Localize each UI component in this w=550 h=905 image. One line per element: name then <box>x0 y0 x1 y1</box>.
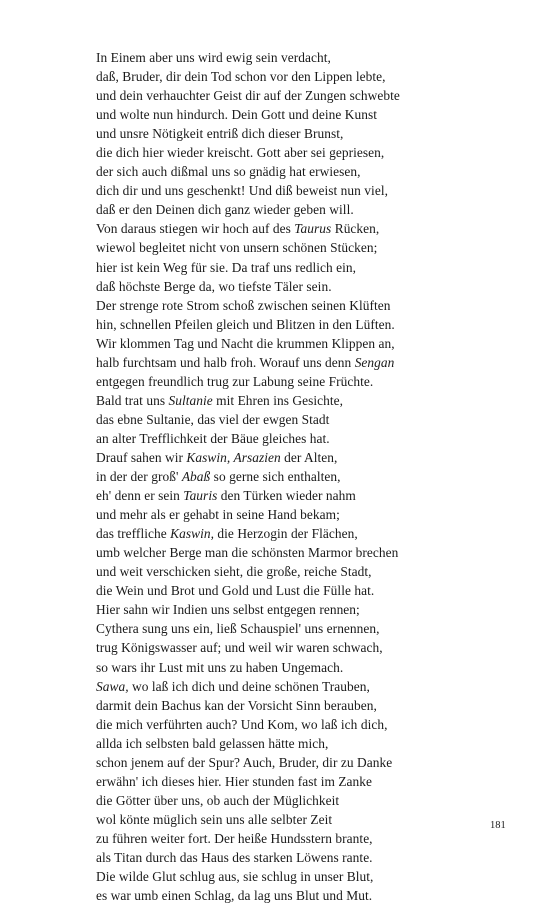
poem-line-segment: und weit verschicken sieht, die große, reiche Stadt, <box>96 564 372 580</box>
poem-line-segment: mit Ehren ins Gesichte, <box>212 392 344 408</box>
poem-line <box>96 448 516 467</box>
poem-line <box>96 258 516 277</box>
poem-line <box>96 734 516 753</box>
poem-line <box>96 105 516 124</box>
poem-line <box>96 810 516 829</box>
poem-line-segment: in der der groß' <box>96 469 182 485</box>
poem-line-segment: die Wein und Brot und Gold und Lust die Fülle hat. <box>96 583 375 599</box>
poem-line-segment: Hier sahn wir Indien uns selbst entgegen rennen; <box>96 602 360 618</box>
poem-line <box>96 124 516 143</box>
poem-line <box>96 829 516 848</box>
poem-line-segment: schon jenem auf der Spur? Auch, Bruder, dir zu Danke <box>96 754 393 770</box>
poem-line-segment: an alter Trefflichkeit der Bäue gleiches hat. <box>96 430 330 446</box>
poem-line-italic-segment: Sawa, <box>96 678 129 694</box>
poem-line <box>96 848 516 867</box>
poem-line-segment: erwähn' ich dieses hier. Hier stunden fast im Zanke <box>96 773 373 789</box>
poem-line-segment: und wolte nun hindurch. Dein Gott und deine Kunst <box>96 107 378 123</box>
poem-line-segment: und dein verhauchter Geist dir auf der Zungen schwebte <box>96 88 400 104</box>
poem-line-segment: es war umb einen Schlag, da lag uns Blut und Mut. <box>96 888 373 904</box>
poem-line-segment: das ebne Sultanie, das viel der ewgen Stadt <box>96 411 330 427</box>
poem-line-segment: der Alten, <box>280 449 338 465</box>
poem-line <box>96 543 516 562</box>
poem-line <box>96 391 516 410</box>
poem-line <box>96 658 516 677</box>
poem-line-segment: Bald trat uns <box>96 392 169 408</box>
poem-line-segment: eh' denn er sein <box>96 488 184 504</box>
poem-line-segment: daß er den Deinen dich ganz wieder geben will. <box>96 202 354 218</box>
poem-line-segment: halb furchtsam und halb froh. Worauf uns denn <box>96 354 355 370</box>
poem-line <box>96 619 516 638</box>
poem-line <box>96 791 516 810</box>
poem-line <box>96 372 516 391</box>
poem-line-italic-segment: Tauris <box>183 488 218 504</box>
poem-line <box>96 200 516 219</box>
poem-line-segment: wo laß ich dich und deine schönen Trauben, <box>128 678 370 694</box>
poem-line-segment: trug Königswasser auf; und weil wir waren schwach, <box>96 640 383 656</box>
poem-line <box>96 410 516 429</box>
poem-line <box>96 296 516 315</box>
poem-text-block <box>96 48 516 905</box>
poem-line <box>96 162 516 181</box>
poem-line-segment: die Götter über uns, ob auch der Müglichkeit <box>96 792 340 808</box>
poem-line <box>96 48 516 67</box>
poem-line <box>96 334 516 353</box>
poem-line-segment: hier ist kein Weg für sie. Da traf uns redlich ein, <box>96 259 357 275</box>
poem-line <box>96 753 516 772</box>
poem-line <box>96 143 516 162</box>
poem-line-italic-segment: Kaswin, Arsazien <box>186 449 281 465</box>
poem-line <box>96 562 516 581</box>
poem-line-segment: daß, Bruder, dir dein Tod schon vor den Lippen lebte, <box>96 69 386 85</box>
poem-line-italic-segment: Kaswin, <box>170 526 215 542</box>
poem-line <box>96 277 516 296</box>
poem-line <box>96 867 516 886</box>
poem-line-segment: den Türken wieder nahm <box>217 488 356 504</box>
poem-line-segment: Von daraus stiegen wir hoch auf des <box>96 221 295 237</box>
poem-line-segment: wiewol begleitet nicht von unsern schönen Stücken; <box>96 240 378 256</box>
poem-line-segment: Die wilde Glut schlug aus, sie schlug in unser Blut, <box>96 869 374 885</box>
poem-line-italic-segment: Taurus <box>294 221 332 237</box>
poem-line <box>96 181 516 200</box>
poem-line-segment: Der strenge rote Strom schoß zwischen seinen Klüften <box>96 297 391 313</box>
poem-line <box>96 467 516 486</box>
poem-line <box>96 638 516 657</box>
poem-line-segment: entgegen freundlich trug zur Labung seine Früchte. <box>96 373 374 389</box>
poem-line-segment: In Einem aber uns wird ewig sein verdacht, <box>96 50 331 65</box>
poem-line <box>96 353 516 372</box>
poem-line <box>96 715 516 734</box>
poem-line <box>96 772 516 791</box>
poem-line <box>96 315 516 334</box>
poem-line <box>96 219 516 238</box>
poem-line <box>96 886 516 905</box>
poem-line-segment: hin, schnellen Pfeilen gleich und Blitzen in den Lüften. <box>96 316 395 332</box>
poem-line <box>96 238 516 257</box>
poem-line-segment: Drauf sahen wir <box>96 449 187 465</box>
poem-line-italic-segment: Sultanie <box>168 392 213 408</box>
poem-line-segment: darmit dein Bachus kan der Vorsicht Sinn berauben, <box>96 697 377 713</box>
poem-line-segment: Rücken, <box>331 221 380 237</box>
poem-line <box>96 67 516 86</box>
poem-line-italic-segment: Sengan <box>354 354 395 370</box>
poem-line <box>96 600 516 619</box>
poem-line-segment: und unsre Nötigkeit entriß dich dieser Brunst, <box>96 126 344 142</box>
poem-line <box>96 429 516 448</box>
poem-line <box>96 677 516 696</box>
poem-line-segment: so gerne sich enthalten, <box>210 469 341 485</box>
poem-line-segment: allda ich selbsten bald gelassen hätte mich, <box>96 735 329 751</box>
poem-line-segment: und mehr als er gehabt in seine Hand bekam; <box>96 507 340 523</box>
poem-line-segment: Wir klommen Tag und Nacht die krummen Klippen an, <box>96 335 395 351</box>
page-number: 181 <box>490 820 506 831</box>
poem-line-segment: der sich auch dißmal uns so gnädig hat erwiesen, <box>96 164 361 180</box>
poem-line <box>96 696 516 715</box>
poem-line-segment: die Herzogin der Flächen, <box>214 526 358 542</box>
poem-line <box>96 524 516 543</box>
poem-line-segment: die mich verführten auch? Und Kom, wo laß ich dich, <box>96 716 388 732</box>
poem-line-segment: Cythera sung uns ein, ließ Schauspiel' uns ernennen, <box>96 621 380 637</box>
poem-line-segment: wol könte müglich sein uns alle selbter Zeit <box>96 811 333 827</box>
poem-line-segment: zu führen weiter fort. Der heiße Hundsstern brante, <box>96 830 373 846</box>
poem-line-segment: dich dir und uns geschenkt! Und diß beweist nun viel, <box>96 183 388 199</box>
poem-line <box>96 86 516 105</box>
poem-line-segment: daß höchste Berge da, wo tiefste Täler sein. <box>96 278 332 294</box>
poem-line-segment: umb welcher Berge man die schönsten Marmor brechen <box>96 545 399 561</box>
poem-line-segment: als Titan durch das Haus des starken Löwens rante. <box>96 849 373 865</box>
poem-line-italic-segment: Abaß <box>181 469 211 485</box>
poem-line <box>96 486 516 505</box>
poem-line-segment: die dich hier wieder kreischt. Gott aber sei gepriesen, <box>96 145 385 161</box>
poem-line-segment: das treffliche <box>96 526 171 542</box>
poem-line-segment: so wars ihr Lust mit uns zu haben Ungemach. <box>96 659 344 675</box>
poem-line <box>96 581 516 600</box>
poem-line <box>96 505 516 524</box>
